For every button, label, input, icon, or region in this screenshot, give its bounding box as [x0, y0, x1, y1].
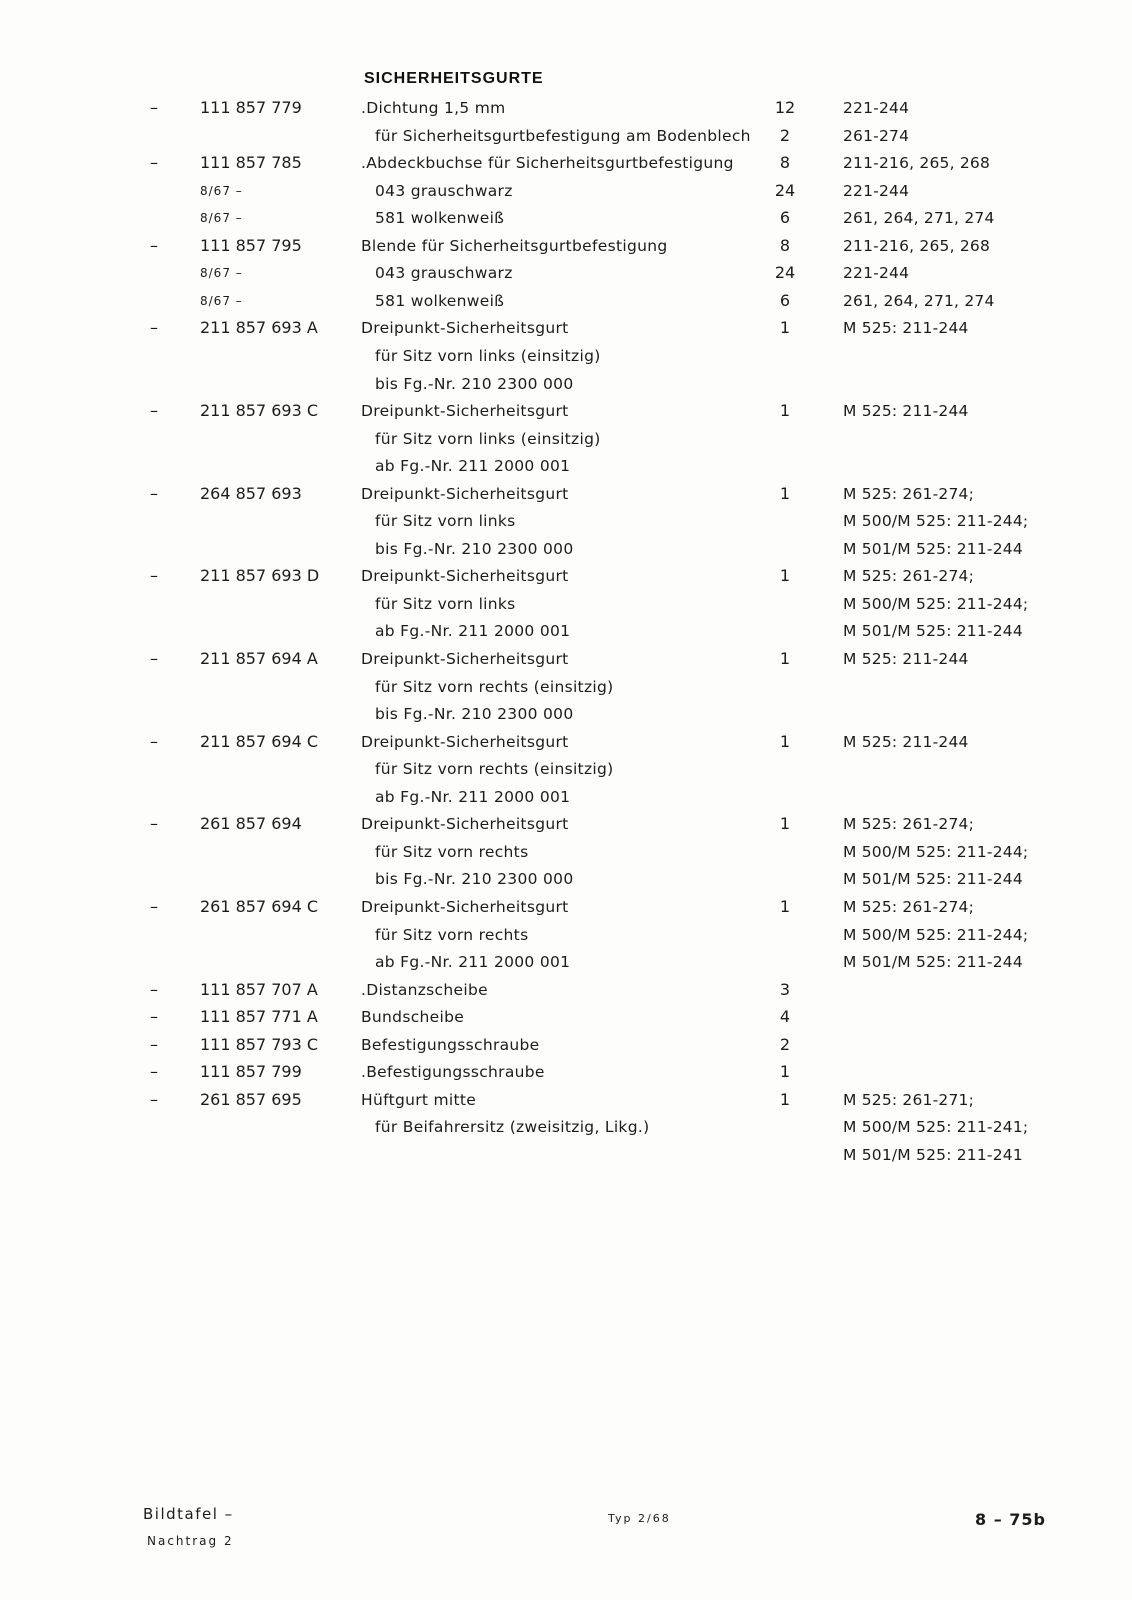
description: für Sitz vorn rechts (einsitzig): [375, 677, 614, 696]
row-dash: –: [150, 979, 158, 999]
remark: M 500/M 525: 211-244;: [843, 842, 1029, 861]
description: Dreipunkt-Sicherheitsgurt: [361, 402, 569, 421]
part-number: 261 857 694: [200, 814, 302, 834]
table-row: [0, 95, 1132, 121]
part-number: 211 857 694 C: [200, 731, 319, 751]
quantity: 4: [779, 1007, 791, 1027]
description: ab Fg.-Nr. 211 2000 001: [375, 953, 571, 972]
remark: M 500/M 525: 211-241;: [843, 1118, 1029, 1137]
row-dash: –: [150, 235, 158, 255]
description: für Sitz vorn rechts (einsitzig): [375, 760, 614, 779]
part-number: 111 857 785: [200, 153, 302, 173]
table-row: [0, 315, 1132, 341]
table-row: [0, 233, 1132, 259]
row-dash: –: [150, 98, 158, 117]
remark: M 525: 261-274;: [843, 484, 975, 503]
row-dash: –: [150, 1007, 158, 1027]
description: Befestigungsschraube: [361, 1035, 540, 1054]
table-row: [0, 453, 1132, 479]
quantity: 1: [779, 649, 791, 668]
table-row: [0, 646, 1132, 672]
description: Blende für Sicherheitsgurtbefestigung: [361, 236, 668, 255]
quantity: 8: [779, 235, 791, 255]
remark: M 525: 211-244: [843, 650, 969, 668]
part-number: 111 857 707 A: [200, 979, 318, 999]
table-row: [0, 426, 1132, 452]
table-row: [0, 1142, 1132, 1168]
part-number: 8/67 –: [200, 293, 243, 308]
description: Dreipunkt-Sicherheitsgurt: [361, 650, 569, 668]
part-number: 211 857 693 D: [200, 566, 320, 586]
description: Bundscheibe: [361, 1008, 465, 1027]
remark: 261-274: [843, 126, 910, 145]
table-row: [0, 1032, 1132, 1058]
description: 043 grauschwarz: [375, 264, 513, 283]
footer-plate-label: Bildtafel –: [143, 1505, 234, 1523]
table-row: [0, 949, 1132, 975]
description: Dreipunkt-Sicherheitsgurt: [361, 815, 569, 834]
row-dash: –: [150, 1062, 158, 1082]
remark: 221-244: [843, 99, 910, 117]
remark: M 525: 261-274;: [843, 815, 975, 834]
footer-supplement-label: Nachtrag 2: [147, 1534, 234, 1548]
remark: M 525: 261-274;: [843, 897, 975, 916]
table-row: [0, 1059, 1132, 1085]
remark: 211-216, 265, 268: [843, 236, 991, 255]
table-row: [0, 922, 1132, 948]
table-row: [0, 150, 1132, 176]
table-row: [0, 977, 1132, 1003]
row-dash: –: [150, 401, 158, 421]
description: ab Fg.-Nr. 211 2000 001: [375, 457, 571, 476]
remark: M 525: 261-271;: [843, 1090, 975, 1109]
row-dash: –: [150, 318, 158, 338]
remark: 261, 264, 271, 274: [843, 209, 995, 228]
remark: M 525: 211-244: [843, 732, 969, 751]
description: .Dichtung 1,5 mm: [361, 99, 506, 117]
table-row: [0, 839, 1132, 865]
remark: M 501/M 525: 211-244: [843, 539, 1023, 558]
remark: M 501/M 525: 211-244: [843, 953, 1023, 972]
table-row: [0, 618, 1132, 644]
quantity: 1: [779, 1062, 791, 1082]
table-row: [0, 1087, 1132, 1113]
row-dash: –: [150, 1089, 158, 1109]
table-row: [0, 674, 1132, 700]
description: bis Fg.-Nr. 210 2300 000: [375, 705, 574, 724]
remark: M 500/M 525: 211-244;: [843, 925, 1029, 944]
description: für Sitz vorn links (einsitzig): [375, 346, 601, 365]
row-dash: –: [150, 896, 158, 916]
table-row: [0, 894, 1132, 920]
quantity: 24: [774, 263, 796, 283]
footer-type-label: Typ 2/68: [608, 1512, 671, 1525]
part-number: 261 857 694 C: [200, 896, 319, 916]
remark: 211-216, 265, 268: [843, 154, 991, 173]
quantity: 1: [779, 318, 791, 338]
part-number: 211 857 693 A: [200, 318, 318, 338]
description: .Abdeckbuchse für Sicherheitsgurtbefestigung: [361, 154, 734, 173]
remark: M 525: 211-244: [843, 402, 969, 421]
table-row: [0, 536, 1132, 562]
quantity: 1: [779, 1089, 791, 1109]
table-row: [0, 205, 1132, 231]
description: Dreipunkt-Sicherheitsgurt: [361, 732, 569, 751]
table-row: [0, 756, 1132, 782]
remark: M 525: 261-274;: [843, 567, 975, 586]
table-row: [0, 591, 1132, 617]
quantity: 1: [779, 566, 791, 586]
part-number: 211 857 694 A: [200, 649, 318, 668]
description: für Sitz vorn links: [375, 512, 516, 531]
quantity: 8: [779, 153, 791, 173]
description: Dreipunkt-Sicherheitsgurt: [361, 897, 569, 916]
part-number: 111 857 793 C: [200, 1034, 319, 1054]
description: für Sitz vorn rechts: [375, 925, 529, 944]
quantity: 1: [779, 731, 791, 751]
description: Dreipunkt-Sicherheitsgurt: [361, 484, 569, 503]
quantity: 24: [774, 180, 796, 200]
part-number: 8/67 –: [200, 211, 243, 226]
row-dash: –: [150, 731, 158, 751]
quantity: 3: [779, 979, 791, 999]
description: .Befestigungsschraube: [361, 1063, 545, 1082]
table-row: [0, 866, 1132, 892]
row-dash: –: [150, 1034, 158, 1054]
quantity: 1: [779, 401, 791, 421]
remark: M 500/M 525: 211-244;: [843, 594, 1029, 613]
table-row: [0, 1004, 1132, 1030]
quantity: 1: [779, 814, 791, 834]
section-title: SICHERHEITSGURTE: [364, 70, 544, 87]
quantity: 1: [779, 896, 791, 916]
row-dash: –: [150, 153, 158, 173]
description: Dreipunkt-Sicherheitsgurt: [361, 567, 569, 586]
part-number: 111 857 779: [200, 98, 302, 117]
description: ab Fg.-Nr. 211 2000 001: [375, 622, 571, 641]
description: für Sitz vorn rechts: [375, 842, 529, 861]
remark: M 525: 211-244: [843, 319, 969, 338]
table-row: [0, 178, 1132, 204]
quantity: 1: [779, 483, 791, 503]
part-number: 111 857 771 A: [200, 1007, 318, 1027]
table-row: [0, 701, 1132, 727]
table-row: [0, 563, 1132, 589]
table-row: [0, 260, 1132, 286]
part-number: 264 857 693: [200, 483, 302, 503]
description: bis Fg.-Nr. 210 2300 000: [375, 870, 574, 889]
description: 043 grauschwarz: [375, 181, 513, 200]
part-number: 8/67 –: [200, 183, 243, 198]
description: 581 wolkenweiß: [375, 209, 505, 228]
row-dash: –: [150, 649, 158, 668]
remark: M 501/M 525: 211-244: [843, 622, 1023, 641]
table-row: [0, 398, 1132, 424]
description: Hüftgurt mitte: [361, 1090, 477, 1109]
quantity: 6: [779, 290, 791, 310]
remark: M 501/M 525: 211-244: [843, 870, 1023, 889]
table-row: [0, 1114, 1132, 1140]
table-row: [0, 811, 1132, 837]
quantity: 12: [774, 98, 796, 117]
description: bis Fg.-Nr. 210 2300 000: [375, 539, 574, 558]
table-row: [0, 481, 1132, 507]
part-number: 111 857 799: [200, 1062, 302, 1082]
part-number: 8/67 –: [200, 266, 243, 281]
table-row: [0, 371, 1132, 397]
part-number: 211 857 693 C: [200, 401, 319, 421]
quantity: 2: [779, 125, 791, 145]
row-dash: –: [150, 483, 158, 503]
table-row: [0, 508, 1132, 534]
table-row: [0, 288, 1132, 314]
table-row: [0, 729, 1132, 755]
description: für Sicherheitsgurtbefestigung am Bodenblech: [375, 126, 751, 145]
table-row: [0, 784, 1132, 810]
part-number: 111 857 795: [200, 235, 302, 255]
row-dash: –: [150, 814, 158, 834]
remark: 221-244: [843, 264, 910, 283]
description: für Sitz vorn links: [375, 594, 516, 613]
description: 581 wolkenweiß: [375, 291, 505, 310]
description: bis Fg.-Nr. 210 2300 000: [375, 374, 574, 393]
description: ab Fg.-Nr. 211 2000 001: [375, 787, 571, 806]
part-number: 261 857 695: [200, 1089, 302, 1109]
description: für Beifahrersitz (zweisitzig, Likg.): [375, 1118, 650, 1137]
description: Dreipunkt-Sicherheitsgurt: [361, 319, 569, 338]
remark: M 501/M 525: 211-241: [843, 1145, 1023, 1164]
table-row: [0, 343, 1132, 369]
remark: M 500/M 525: 211-244;: [843, 512, 1029, 531]
description: .Distanzscheibe: [361, 980, 488, 999]
table-row: [0, 123, 1132, 149]
footer-page-number: 8 – 75b: [975, 1510, 1046, 1529]
row-dash: –: [150, 566, 158, 586]
quantity: 2: [779, 1034, 791, 1054]
remark: 261, 264, 271, 274: [843, 291, 995, 310]
remark: 221-244: [843, 181, 910, 200]
quantity: 6: [779, 208, 791, 228]
description: für Sitz vorn links (einsitzig): [375, 429, 601, 448]
